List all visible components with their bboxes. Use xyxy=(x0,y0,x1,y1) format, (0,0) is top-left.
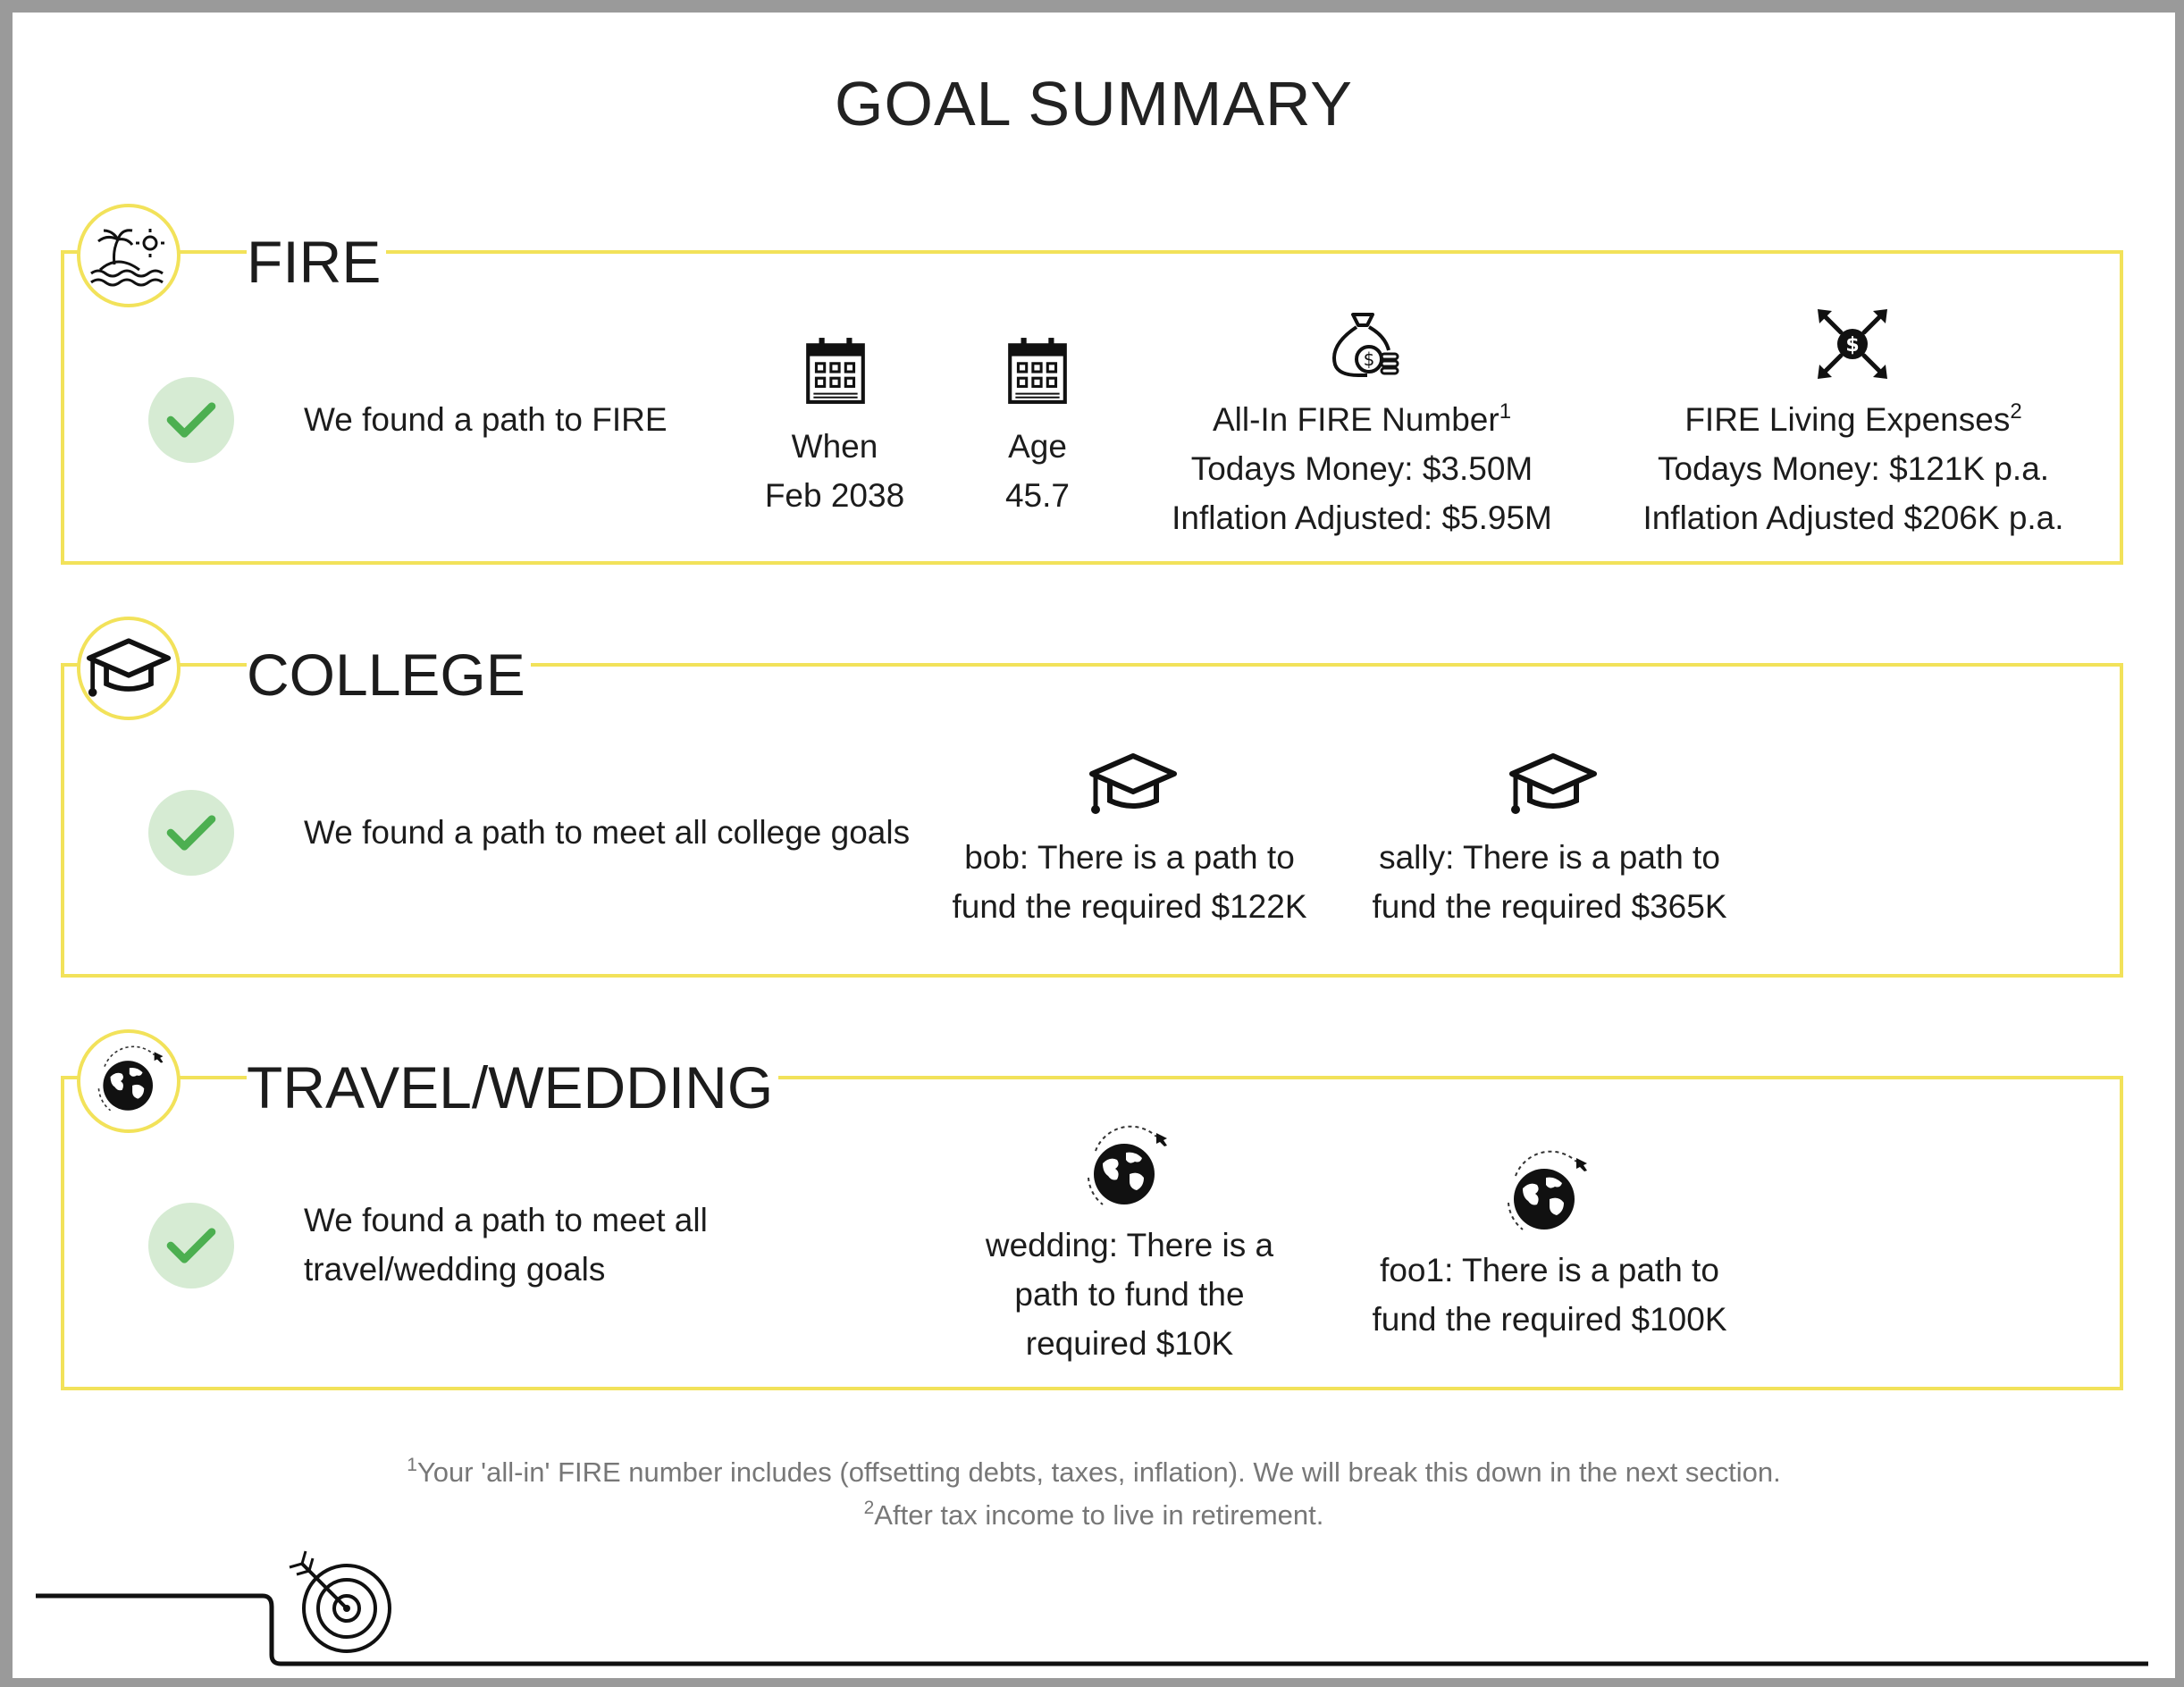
fire-expenses-inflation: Inflation Adjusted $206K p.a. xyxy=(1642,499,2064,536)
travel-goal-line: path to fund the xyxy=(1014,1276,1245,1313)
footnote-ref-1: 1 xyxy=(1499,399,1512,424)
money-bag-icon xyxy=(1328,307,1401,381)
fire-when-value: Feb 2038 xyxy=(764,477,905,514)
travel-status-text xyxy=(304,1196,708,1294)
fire-expenses-today: Todays Money: $121K p.a. xyxy=(1657,450,2050,487)
fire-heading: FIRE xyxy=(247,232,386,291)
svg-text:$: $ xyxy=(1363,348,1375,370)
fire-expenses-block xyxy=(1612,395,2095,542)
college-goal-line: fund the required $122K xyxy=(952,888,1307,925)
target-icon xyxy=(286,1546,397,1657)
travel-check-icon xyxy=(148,1203,234,1288)
fire-number-today: Todays Money: $3.50M xyxy=(1190,450,1533,487)
travel-goal-line: required $10K xyxy=(1025,1325,1234,1362)
fire-when-label: When xyxy=(791,428,878,465)
calendar-icon xyxy=(806,336,865,406)
footnote-marker: 2 xyxy=(863,1498,875,1518)
college-goal-line: sally: There is a path to xyxy=(1379,839,1720,876)
globe-travel-icon xyxy=(1076,1124,1174,1213)
travel-status-line: travel/wedding goals xyxy=(304,1251,606,1288)
fire-age-label: Age xyxy=(1008,428,1067,465)
graduation-cap-icon xyxy=(1088,752,1178,817)
college-goal-sally xyxy=(1344,833,1755,931)
graduation-cap-icon xyxy=(77,617,181,720)
fire-age-value: 45.7 xyxy=(1004,477,1070,514)
college-check-icon xyxy=(148,790,234,876)
fire-number-block xyxy=(1130,395,1594,542)
footnote-2 xyxy=(13,1494,2175,1537)
fire-when xyxy=(745,422,924,520)
fire-status-text: We found a path to FIRE xyxy=(304,401,668,438)
college-goal-bob xyxy=(924,833,1335,931)
college-status-text: We found a path to meet all college goals xyxy=(304,814,911,851)
globe-travel-icon xyxy=(77,1029,181,1133)
svg-text:$: $ xyxy=(1845,334,1860,357)
fire-number-label: All-In FIRE Number xyxy=(1212,401,1499,438)
footnote-1 xyxy=(13,1451,2175,1494)
footnote-text: After tax income to live in retirement. xyxy=(874,1499,1324,1531)
goal-summary-page xyxy=(13,13,2175,1678)
calendar-icon xyxy=(1008,336,1067,406)
graduation-cap-icon xyxy=(1508,752,1598,817)
footnote-marker: 1 xyxy=(407,1455,417,1475)
footnote-ref-2: 2 xyxy=(2010,399,2022,424)
travel-goal-line: foo1: There is a path to xyxy=(1380,1252,1719,1288)
page-title: GOAL SUMMARY xyxy=(835,69,1353,138)
fire-check-icon xyxy=(148,377,234,463)
fire-age xyxy=(948,422,1127,520)
fire-expenses-label: FIRE Living Expenses xyxy=(1684,401,2011,438)
travel-heading: TRAVEL/WEDDING xyxy=(247,1058,778,1117)
island-icon xyxy=(77,204,181,307)
college-goal-line: bob: There is a path to xyxy=(964,839,1295,876)
globe-travel-icon xyxy=(1496,1149,1594,1238)
travel-goal-wedding xyxy=(924,1221,1335,1368)
fire-number-inflation: Inflation Adjusted: $5.95M xyxy=(1172,499,1552,536)
expenses-icon xyxy=(1814,306,1891,382)
travel-goal-foo1 xyxy=(1344,1246,1755,1344)
travel-goal-line: wedding: There is a xyxy=(985,1227,1274,1263)
college-goal-line: fund the required $365K xyxy=(1372,888,1727,925)
travel-status-line: We found a path to meet all xyxy=(304,1202,708,1238)
footnote-text: Your 'all-in' FIRE number includes (offsetting debts, taxes, inflation). We will break this down in the next section. xyxy=(416,1456,1781,1488)
travel-goal-line: fund the required $100K xyxy=(1372,1301,1727,1338)
college-heading: COLLEGE xyxy=(247,645,531,704)
